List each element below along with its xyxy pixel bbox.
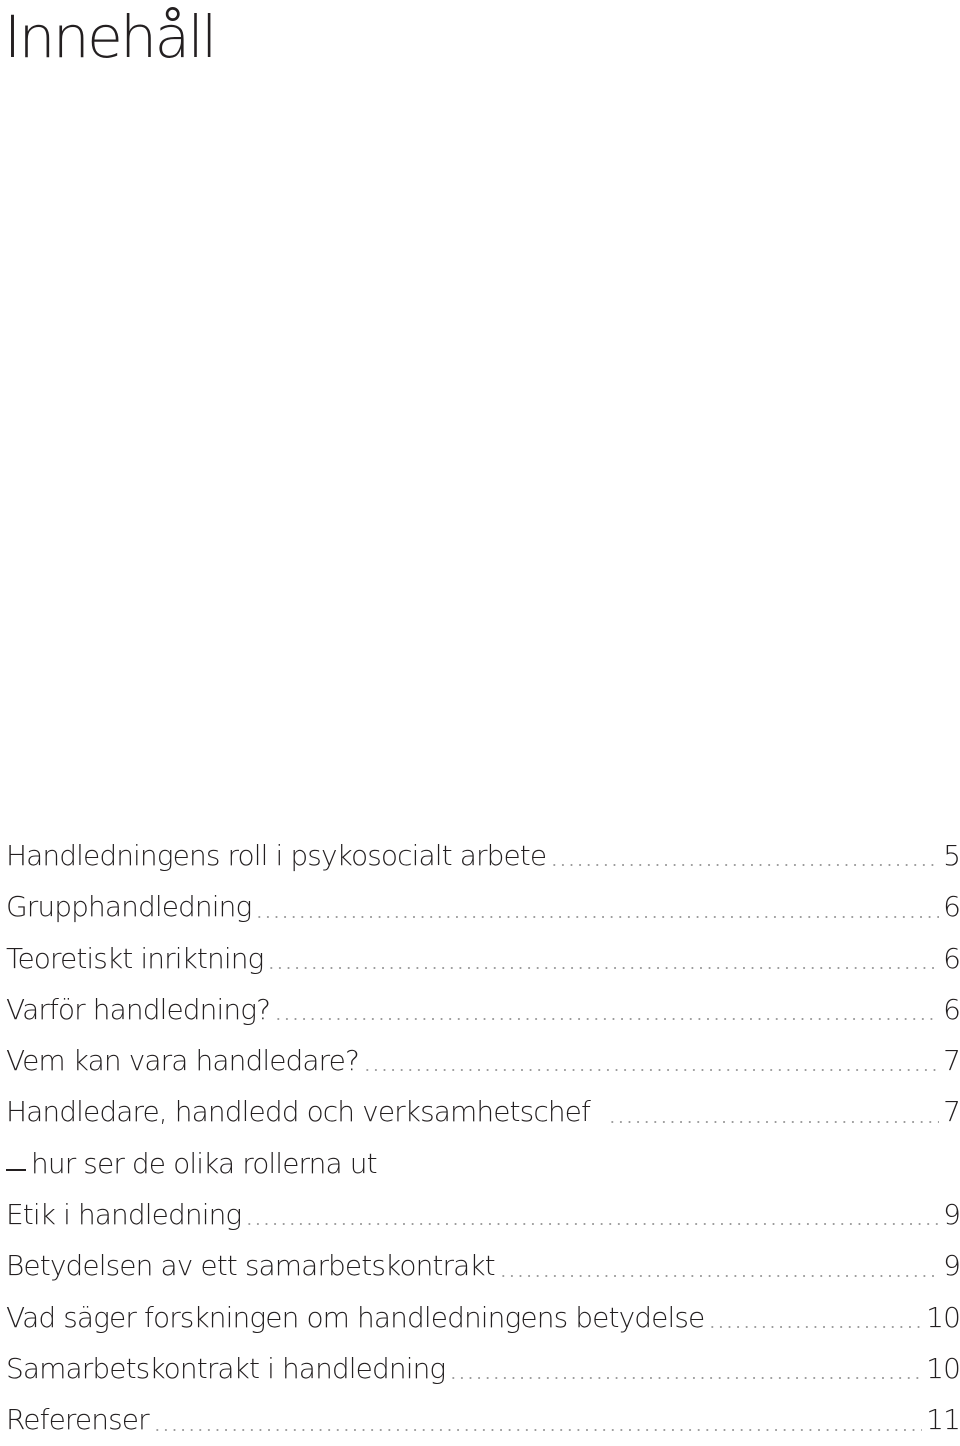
empty-leader — [381, 1171, 956, 1175]
toc-entry-label: Varför handledning? — [6, 992, 271, 1026]
dot-leader — [499, 1274, 939, 1278]
toc-entry-label: Handledare, handledd och verksamhetschef — [6, 1095, 590, 1129]
toc-entry[interactable] — [6, 1343, 960, 1394]
dot-leader — [245, 1222, 939, 1226]
em-dash — [6, 1169, 26, 1171]
dot-leader — [363, 1068, 939, 1072]
toc-entry[interactable] — [6, 881, 960, 932]
dot-leader — [550, 863, 939, 867]
dot-leader — [153, 1428, 922, 1432]
toc-entry-page-number: 10 — [926, 1300, 960, 1334]
toc-entry[interactable] — [6, 1189, 960, 1240]
toc-entry-continuation[interactable] — [6, 1138, 960, 1189]
toc-entry[interactable] — [6, 1292, 960, 1343]
toc-entry-label: Referenser — [6, 1403, 149, 1437]
toc-entry-label: Grupphandledning — [6, 890, 252, 924]
toc-entry-label: Teoretiskt inriktning — [6, 941, 264, 975]
dot-leader — [449, 1376, 922, 1380]
toc-entry-page-number: 11 — [926, 1403, 960, 1437]
toc-entry[interactable] — [6, 1086, 960, 1137]
toc-entry[interactable] — [6, 1035, 960, 1086]
toc-entry-label: Samarbetskontrakt i handledning — [6, 1351, 446, 1385]
toc-entry-label: Betydelsen av ett samarbetskontrakt — [6, 1249, 495, 1283]
toc-entry-page-number: 6 — [943, 992, 960, 1026]
toc-entry-page-number: 6 — [943, 941, 960, 975]
dot-leader — [267, 966, 939, 970]
toc-entry-page-number: 9 — [943, 1198, 960, 1232]
dot-leader — [274, 1017, 939, 1021]
dot-leader — [255, 915, 939, 919]
toc-entry-page-number: 9 — [943, 1249, 960, 1283]
toc-entry[interactable] — [6, 1394, 960, 1445]
dot-leader — [608, 1120, 939, 1124]
toc-entry[interactable] — [6, 1240, 960, 1291]
toc-entry-page-number: 6 — [943, 890, 960, 924]
toc-entry-label: hur ser de olika rollerna ut — [31, 1146, 377, 1180]
toc-entry[interactable] — [6, 984, 960, 1035]
toc-entry-page-number: 10 — [926, 1351, 960, 1385]
toc-entry-label: Vad säger forskningen om handledningens betydelse — [6, 1300, 705, 1334]
toc-entry-label: Handledningens roll i psykosocialt arbete — [6, 839, 547, 872]
toc-entry[interactable] — [6, 830, 960, 881]
toc-entry-page-number: 5 — [943, 839, 960, 872]
toc-entry[interactable] — [6, 933, 960, 984]
toc-entry-page-number: 7 — [943, 1044, 960, 1078]
page-title: Innehåll — [4, 3, 215, 71]
table-of-contents — [6, 830, 960, 1446]
dot-leader — [708, 1325, 922, 1329]
toc-entry-label: Etik i handledning — [6, 1198, 242, 1232]
toc-entry-page-number: 7 — [943, 1095, 960, 1129]
toc-entry-label: Vem kan vara handledare? — [6, 1044, 359, 1078]
